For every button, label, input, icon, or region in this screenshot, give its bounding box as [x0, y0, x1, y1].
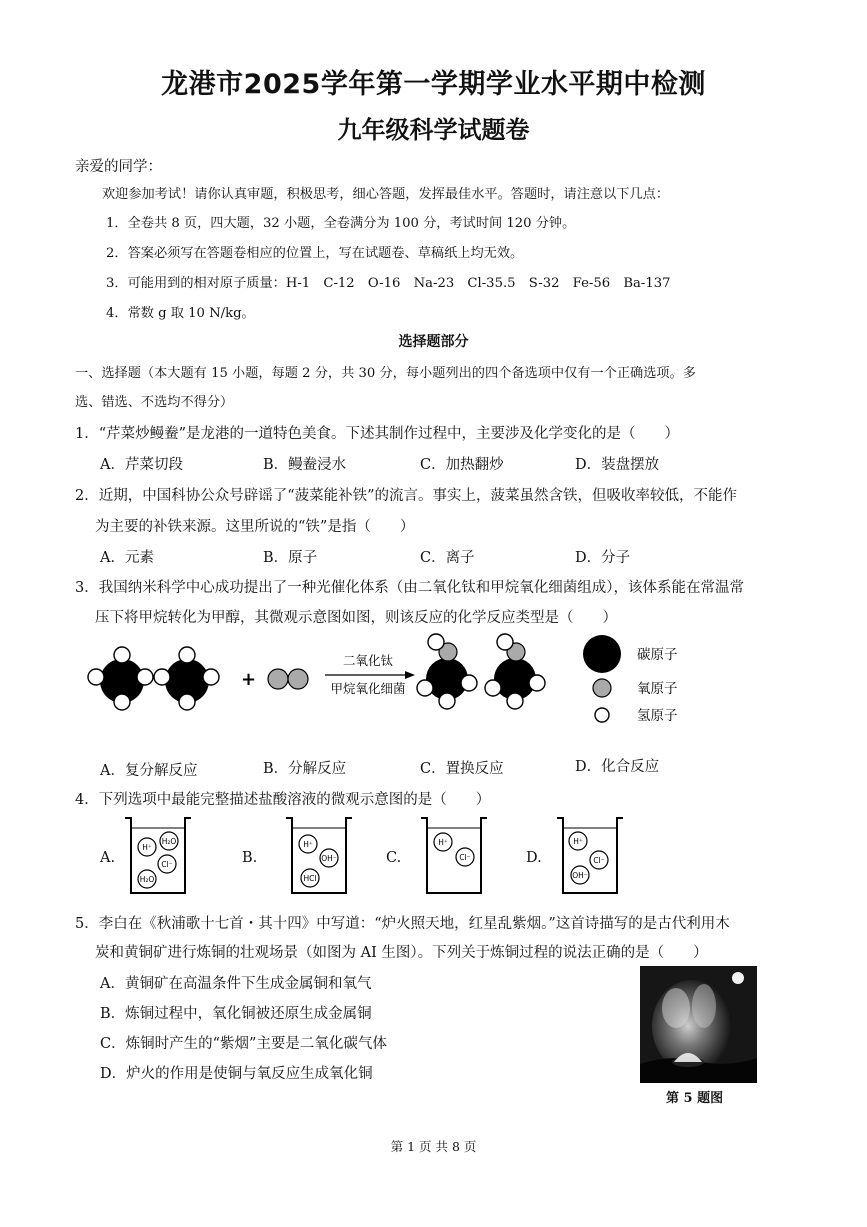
oxygen-molecule — [268, 669, 308, 689]
legend-carbon: 碳原子 — [637, 647, 678, 663]
note-1: 1．全卷共 8 页，四大题，32 小题，全卷满分为 100 分，考试时间 120 分钟。 — [106, 216, 576, 231]
section-instruction-1: 一、选择题（本大题有 15 小题，每题 2 分，共 30 分，每小题列出的四个备选项中仅有一个正确选项。多 — [75, 366, 696, 381]
q4-option-c: C. — [386, 850, 402, 866]
methanol-molecule-2 — [485, 634, 545, 709]
q1-option-c: C．加热翻炒 — [420, 457, 504, 473]
q5-stem-2: 炭和黄铜矿进行炼铜的壮观场景（如图为 AI 生图）。下列关于炼铜过程的说法正确的是（ ） — [95, 945, 708, 961]
methane-molecule-2 — [154, 647, 219, 710]
q3-option-b: B．分解反应 — [263, 761, 347, 777]
q5-option-d: D．炉火的作用是使铜与氧反应生成氧化铜 — [100, 1066, 373, 1082]
q3-stem-1: 3．我国纳米科学中心成功提出了一种光催化体系（由二氧化钛和甲烷氧化细菌组成），该体系能在常温常 — [75, 580, 744, 596]
q3-option-a: A．复分解反应 — [100, 763, 198, 779]
intro-line: 欢迎参加考试！请你认真审题，积极思考，细心答题，发挥最佳水平。答题时，请注意以下几点： — [102, 187, 670, 202]
legend-hydrogen: 氢原子 — [637, 708, 678, 724]
moon-icon — [732, 972, 744, 984]
beaker-d — [554, 814, 626, 896]
exam-title: 龙港市2025学年第一学期学业水平期中检测 — [161, 69, 706, 100]
beaker-d-particle-3: OH⁻ — [572, 871, 588, 880]
beaker-a — [122, 814, 194, 896]
note-4: 4．常数 g 取 10 N/kg。 — [106, 306, 255, 321]
note-2: 2．答案必须写在答题卷相应的位置上，写在试题卷、草稿纸上均无效。 — [106, 246, 524, 261]
q2-stem-1: 2．近期，中国科协公众号辟谣了“菠菜能补铁”的流言。事实上，菠菜虽然含铁，但吸收率较低，不能作 — [75, 488, 738, 504]
beaker-b-particle-3: HCl — [303, 874, 317, 883]
page-footer: 第 1 页 共 8 页 — [390, 1139, 477, 1154]
q3-option-c: C．置换反应 — [420, 761, 504, 777]
section-instruction-2: 选、错选、不选均不得分） — [75, 395, 234, 410]
beaker-a-particle-1: H₂O — [161, 837, 177, 846]
beaker-b-particle-2: OH⁻ — [321, 854, 337, 863]
q5-option-c: C．炼铜时产生的“紫烟”主要是二氧化碳气体 — [100, 1036, 387, 1052]
q3-option-d: D．化合反应 — [575, 759, 660, 775]
beaker-c-particle-1: H⁺ — [438, 838, 448, 847]
q5-image-caption: 第 5 题图 — [666, 1091, 724, 1106]
atom-legend — [583, 635, 678, 724]
beaker-c — [418, 814, 490, 896]
q5-option-b: B．炼铜过程中，氧化铜被还原生成金属铜 — [100, 1006, 372, 1022]
q4-stem: 4．下列选项中最能完整描述盐酸溶液的微观示意图的是（ ） — [75, 792, 491, 808]
q5-option-a: A．黄铜矿在高温条件下生成金属铜和氧气 — [100, 976, 372, 992]
q2-option-a: A．元素 — [100, 550, 154, 566]
q2-option-d: D．分子 — [575, 550, 631, 566]
plus-sign: + — [241, 669, 257, 690]
arrow-condition-top: 二氧化钛 — [342, 653, 394, 668]
q3-reaction-diagram — [85, 630, 705, 740]
methanol-molecule-1 — [417, 634, 477, 709]
legend-oxygen: 氧原子 — [637, 681, 678, 697]
q4-option-d: D. — [526, 850, 542, 866]
beaker-b — [283, 814, 355, 896]
q2-stem-2: 为主要的补铁来源。这里所说的“铁”是指（ ） — [95, 519, 415, 535]
beaker-a-particle-2: H⁺ — [142, 843, 152, 852]
methane-molecule-1 — [88, 647, 153, 710]
beaker-a-particle-3: Cl⁻ — [161, 860, 173, 869]
exam-subtitle: 九年级科学试题卷 — [337, 116, 530, 144]
q3-stem-2: 压下将甲烷转化为甲醇，其微观示意图如图，则该反应的化学反应类型是（ ） — [95, 610, 617, 626]
q1-option-b: B．鳗鲞浸水 — [263, 457, 347, 473]
q2-option-c: C．离子 — [420, 550, 475, 566]
arrow-condition-bottom: 甲烷氧化细菌 — [330, 681, 406, 696]
q1-option-a: A．芹菜切段 — [100, 457, 183, 473]
q5-stem-1: 5．李白在《秋浦歌十七首・其十四》中写道：“炉火照天地，红星乱紫烟。”这首诗描写的是古代利用木 — [75, 916, 730, 932]
beaker-b-particle-1: H⁺ — [303, 840, 313, 849]
beaker-c-particle-2: Cl⁻ — [459, 853, 471, 862]
beaker-a-particle-4: H₂O — [139, 875, 155, 884]
beaker-d-particle-1: H⁺ — [573, 837, 583, 846]
q2-option-b: B．原子 — [263, 550, 318, 566]
q4-option-b: B. — [242, 850, 258, 866]
greeting: 亲爱的同学： — [75, 159, 162, 175]
q1-stem: 1．“芹菜炒鳗鲞”是龙港的一道特色美食。下述其制作过程中，主要涉及化学变化的是（ ） — [75, 426, 680, 442]
note-3: 3．可能用到的相对原子质量：H-1 C-12 O-16 Na-23 Cl-35.5 S-32 Fe-56 Ba-137 — [106, 276, 671, 291]
q5-smelting-image — [640, 966, 757, 1083]
q4-option-a: A. — [100, 850, 116, 866]
beaker-d-particle-2: Cl⁻ — [593, 856, 605, 865]
q1-option-d: D．装盘摆放 — [575, 457, 660, 473]
section-heading: 选择题部分 — [398, 334, 469, 350]
